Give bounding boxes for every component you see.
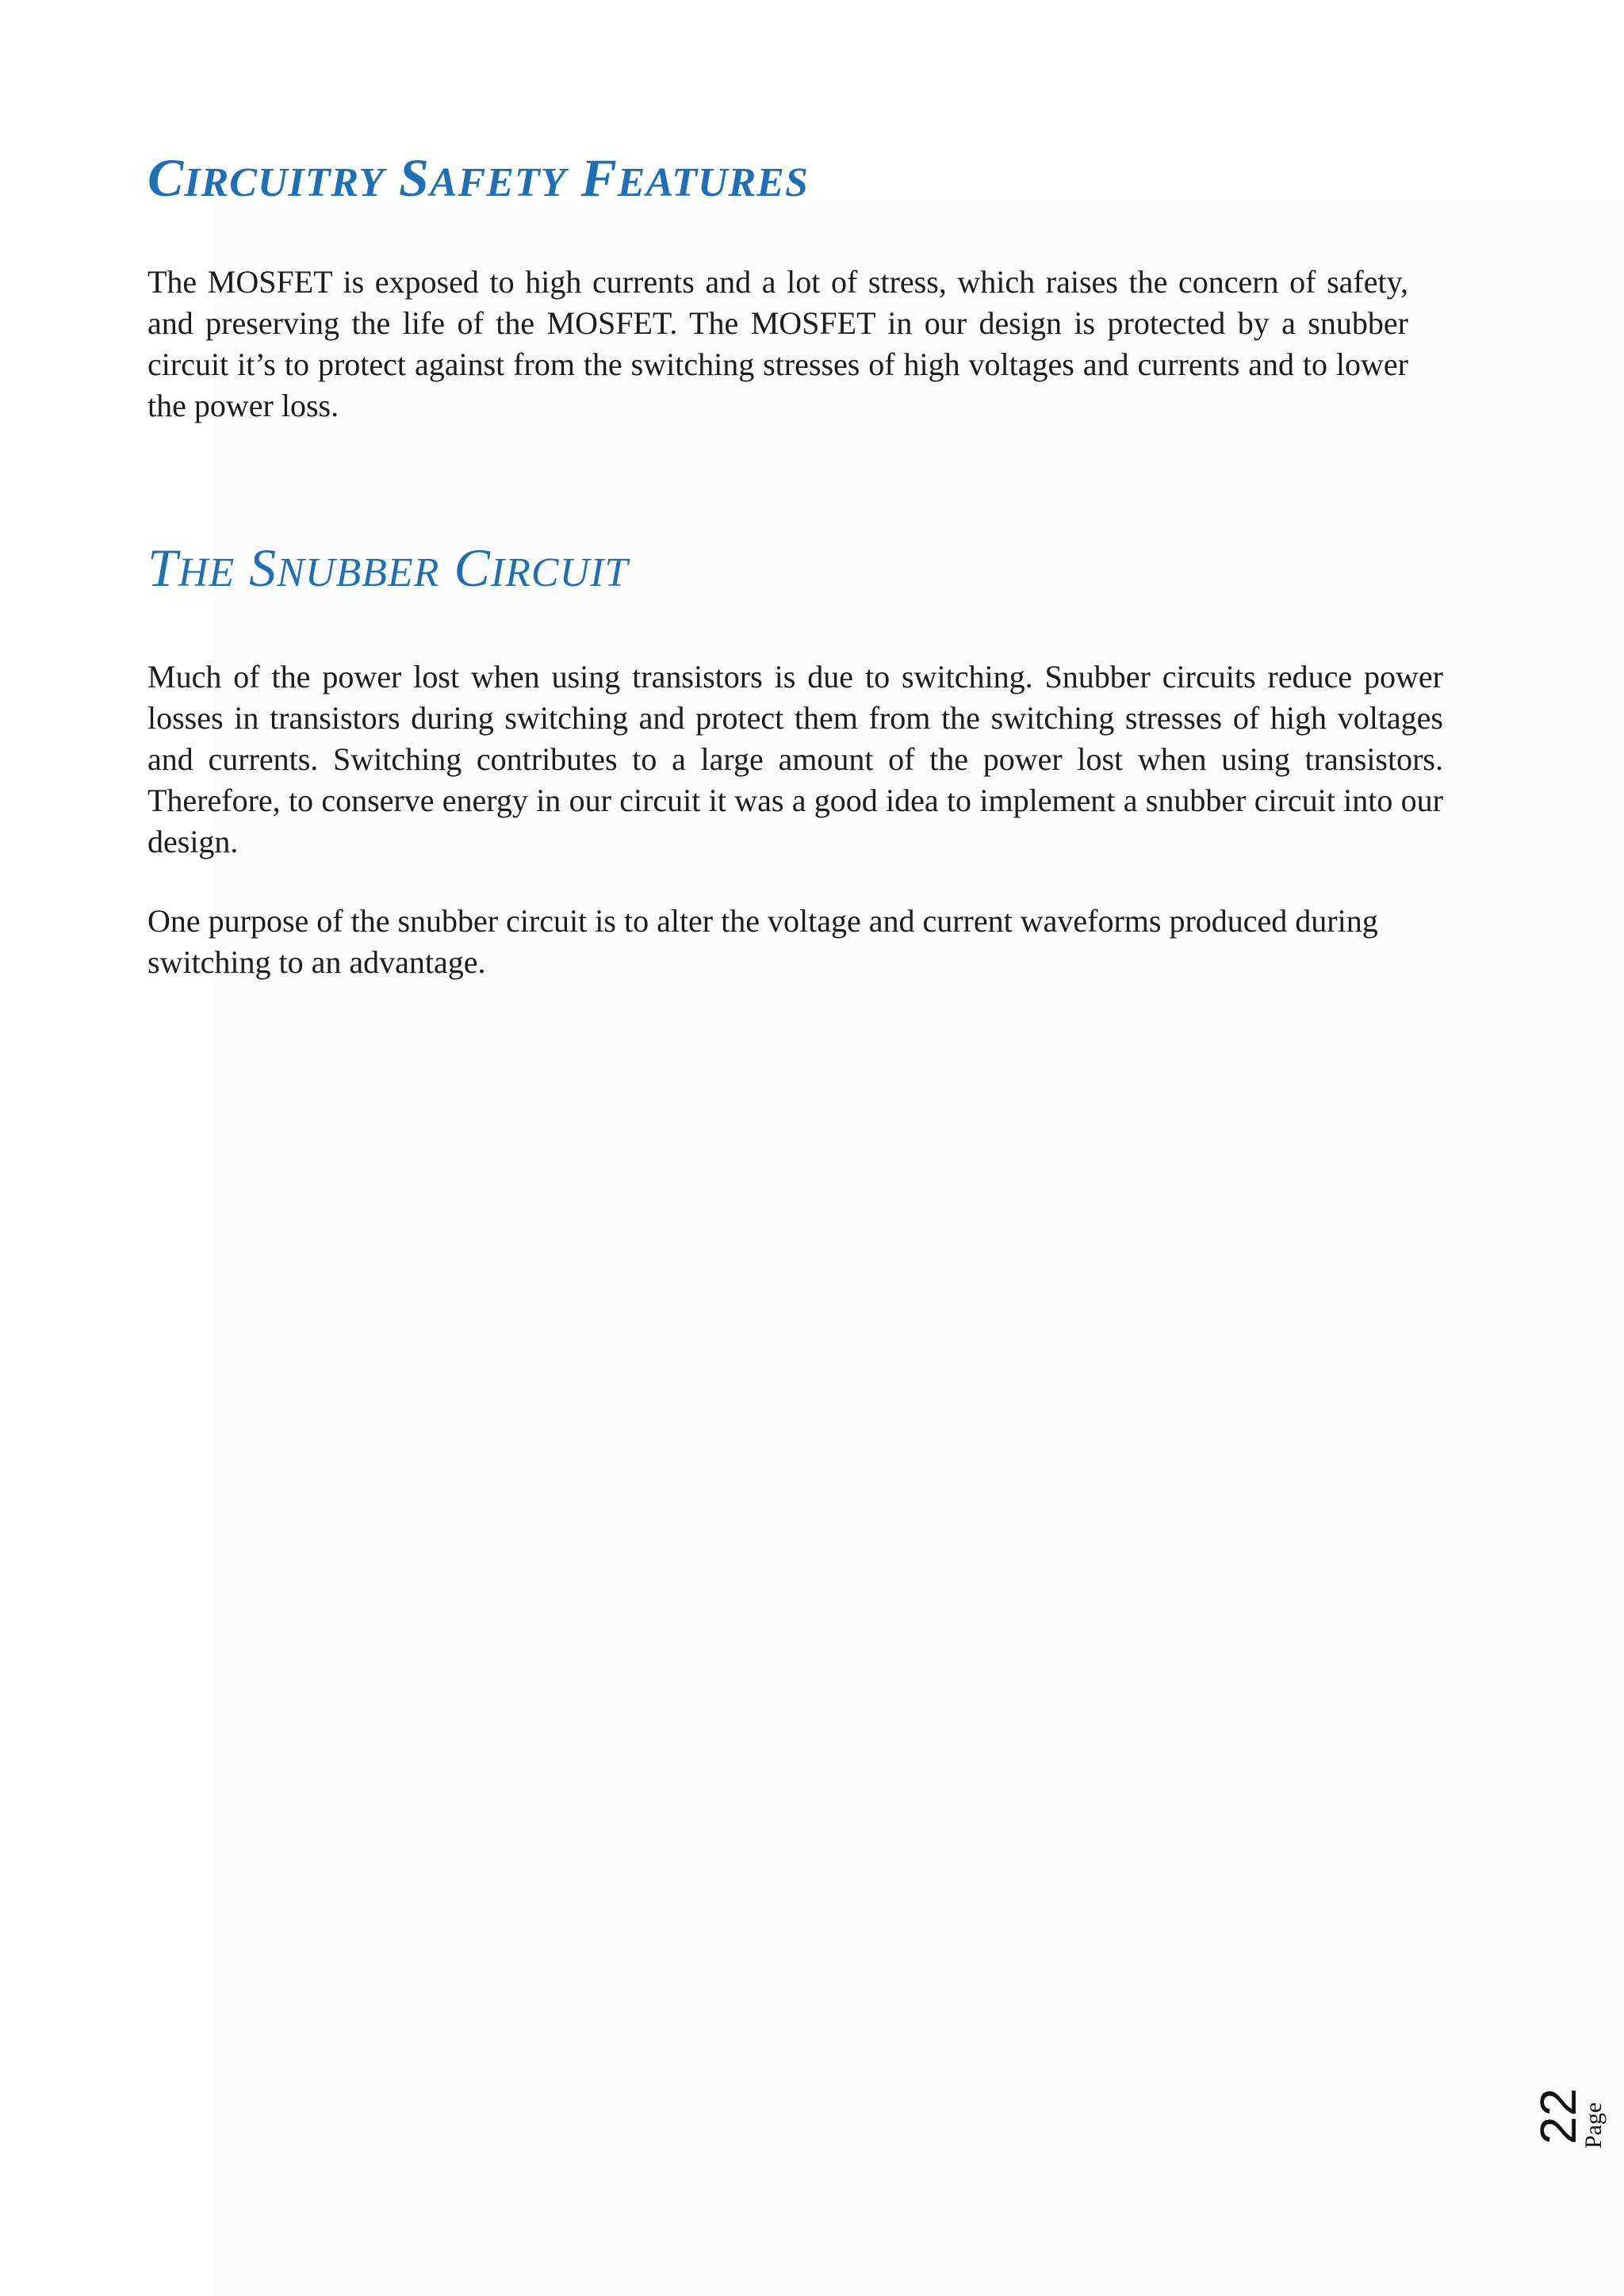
page-number: 22: [1530, 2087, 1587, 2145]
page-number-footer: [1530, 2018, 1607, 2152]
heading-word: NUBBER: [277, 550, 440, 595]
section-heading-circuitry-safety-features: [147, 147, 809, 208]
page-background: [214, 202, 1624, 2296]
heading-initial: T: [147, 538, 178, 598]
section-heading-snubber-circuit: [147, 538, 629, 598]
heading-word: IRCUIT: [490, 550, 629, 595]
heading-initial: S: [399, 147, 430, 208]
paragraph-snubber-losses: Much of the power lost when using transistors is due to switching. Snubber circuits reduce power losses in transistors during switching and protect them from the switching stresses of high voltages and currents. Switching contributes to a large amount of the power lost when using transistors. Therefore, to conserve energy in our circuit it was a good idea to implement a snubber circuit into our design.: [147, 659, 1443, 859]
heading-initial: C: [454, 538, 491, 598]
heading-word: HE: [178, 550, 236, 595]
heading-word: EATURES: [617, 160, 809, 205]
paragraph-snubber-purpose: One purpose of the snubber circuit is to alter the voltage and current waveforms produced during switching to an advantage.: [147, 903, 1378, 980]
heading-word: AFETY: [429, 160, 567, 205]
heading-word: IRCUITRY: [184, 160, 385, 205]
heading-initial: C: [147, 147, 185, 208]
heading-initial: F: [580, 147, 618, 208]
heading-initial: S: [249, 538, 278, 598]
paragraph-mosfet-safety: The MOSFET is exposed to high currents and a lot of stress, which raises the concern of safety, and preserving the life of the MOSFET. The MOSFET in our design is protected by a snubber circuit it’s to protect against from the switching stresses of high voltages and currents and to lower the power loss.: [147, 264, 1408, 423]
page-label: Page: [1580, 2102, 1607, 2149]
